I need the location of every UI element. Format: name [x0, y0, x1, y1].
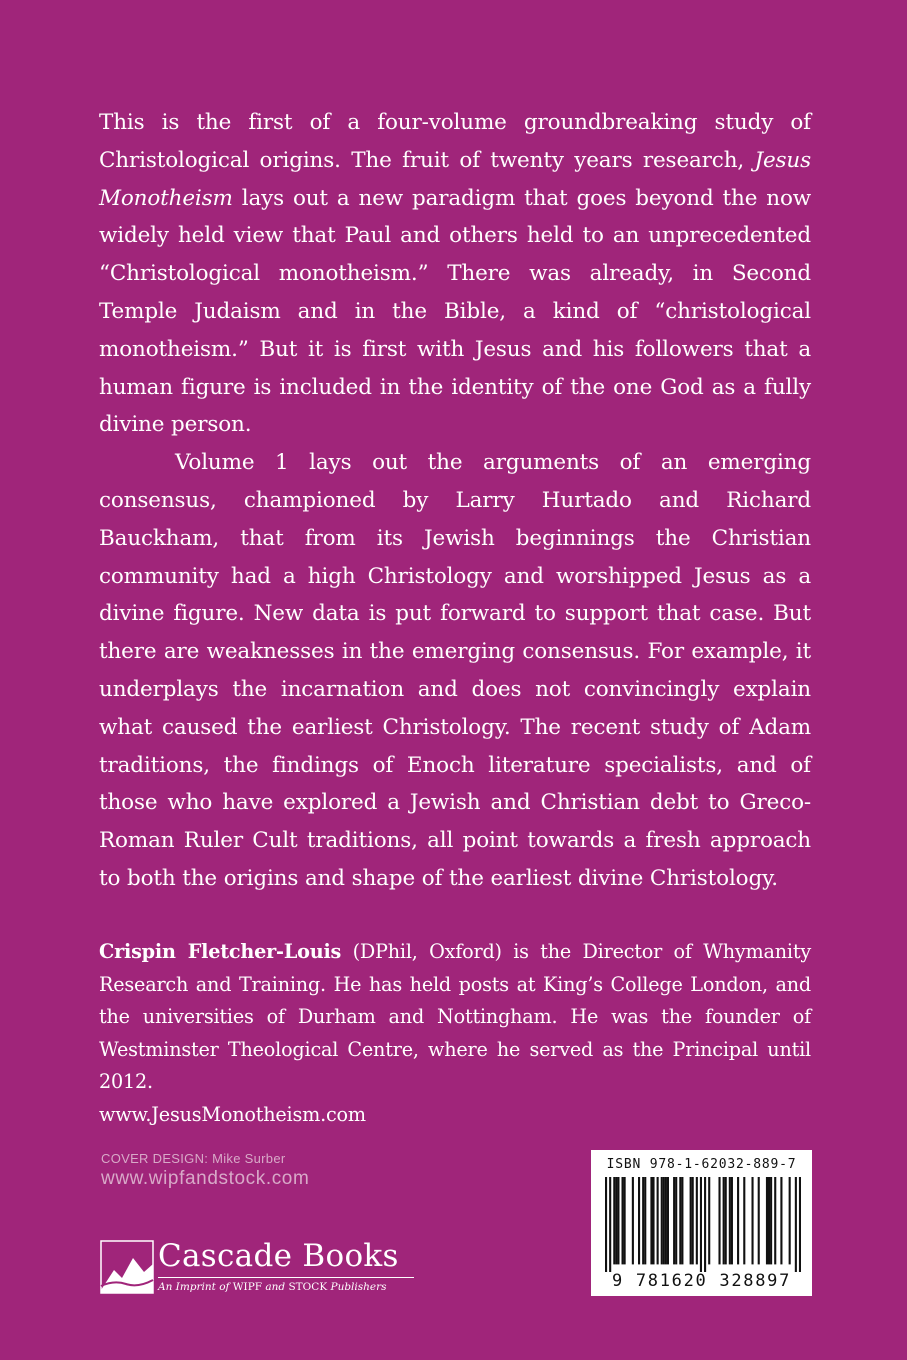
barcode-bar — [799, 1177, 801, 1272]
publisher-name: Cascade Books — [158, 1238, 399, 1274]
barcode-bar — [667, 1177, 669, 1264]
barcode-bar — [622, 1177, 624, 1264]
barcode-bar — [681, 1177, 683, 1264]
barcode-bar — [743, 1177, 745, 1264]
barcode-bar — [774, 1177, 776, 1264]
publisher-divider — [158, 1277, 414, 1278]
cover-design-credit: COVER DESIGN: Mike Surber — [101, 1151, 286, 1166]
barcode-bar — [795, 1177, 797, 1272]
barcode-bar — [661, 1177, 663, 1264]
barcode-bar — [731, 1177, 733, 1264]
book-title: Jesus Monotheism — [99, 147, 811, 211]
book-blurb — [99, 104, 811, 898]
barcode-bar — [613, 1177, 615, 1264]
author-bio-text: Crispin Fletcher-Louis (DPhil, Oxford) is the Director of Whymanity Research and Training. He has held posts at King’s College London, and the universities of Durham and Nottingham. He was the founder of Westminster Theological Centre, where he served as the Principal until 2012. — [99, 940, 811, 1094]
barcode-bar — [675, 1177, 677, 1264]
barcode-bar — [766, 1177, 768, 1264]
barcode-bar — [751, 1177, 753, 1264]
barcode-bar — [673, 1177, 675, 1264]
barcode-bar — [718, 1177, 720, 1264]
barcode-bar — [700, 1177, 702, 1272]
barcode-bar — [770, 1177, 772, 1264]
barcode-bar — [617, 1177, 619, 1264]
publisher-imprint: An Imprint of WIPF and STOCK Publishers — [158, 1281, 387, 1293]
barcode-bar — [696, 1177, 698, 1264]
barcode-bar — [723, 1177, 725, 1264]
author-bio — [99, 936, 811, 1132]
author-name: Crispin Fletcher-Louis — [99, 940, 342, 963]
blurb-paragraph-1: This is the first of a four-volume groundbreaking study of Christological origins. The fruit of twenty years research, Jesus Monotheism lays out a new paradigm that goes beyond the now widely held view that Paul and others held to an unprecedented “Christological monotheism.” There was already, in Second Temple Judaism and in the Bible, a kind of “christological monotheism.” But it is first with Jesus and his followers that a human figure is included in the identity of the one God as a fully divine person. — [99, 110, 811, 438]
barcode-bar — [789, 1177, 791, 1264]
barcode-bar — [708, 1177, 710, 1264]
barcode-bar — [725, 1177, 727, 1264]
barcode-bar — [690, 1177, 692, 1264]
barcode-bar — [624, 1177, 626, 1264]
isbn-barcode — [591, 1150, 812, 1296]
barcode-bar — [609, 1177, 611, 1272]
barcode-bar — [652, 1177, 654, 1264]
barcode-bar — [704, 1177, 706, 1272]
barcode-bar — [644, 1177, 646, 1264]
author-website: www.JesusMonotheism.com — [99, 1102, 366, 1126]
mountain-icon — [100, 1240, 154, 1294]
barcode-bar — [642, 1177, 644, 1264]
barcode-bar — [737, 1177, 739, 1264]
barcode-bar — [638, 1177, 640, 1264]
barcode-bar — [665, 1177, 667, 1264]
barcode-bar — [679, 1177, 681, 1264]
blurb-paragraph-2: Volume 1 lays out the arguments of an emerging consensus, championed by Larry Hurtado and Richard Bauckham, that from its Jewish beginnings the Christian community had a high Christology and worshipped Jesus as a divine figure. New data is put forward to support that case. But there are weaknesses in the emerging consensus. For example, it underplays the incarnation and does not convincingly explain what caused the earliest Christology. The recent study of Adam traditions, the findings of Enoch literature specialists, and of those who have explored a Jewish and Christian debt to Greco-Roman Ruler Cult traditions, all point towards a fresh approach to both the origins and shape of the earliest divine Christology. — [99, 450, 811, 891]
barcode-bars — [605, 1177, 801, 1272]
barcode-bar — [768, 1177, 770, 1264]
publisher-logo — [100, 1236, 430, 1300]
barcode-bar — [632, 1177, 634, 1264]
barcode-bar — [729, 1177, 731, 1264]
barcode-bar — [657, 1177, 659, 1264]
barcode-bar — [758, 1177, 760, 1264]
barcode-bar — [780, 1177, 782, 1264]
barcode-bar — [663, 1177, 665, 1264]
barcode-bar — [615, 1177, 617, 1264]
barcode-bar — [605, 1177, 607, 1272]
publisher-website: www.wipfandstock.com — [101, 1168, 310, 1189]
isbn-label: ISBN 978-1-62032-889-7 — [606, 1157, 797, 1172]
barcode-bar — [692, 1177, 694, 1264]
barcode-bar — [650, 1177, 652, 1264]
barcode-digits: 9 781620 328897 — [611, 1271, 792, 1291]
